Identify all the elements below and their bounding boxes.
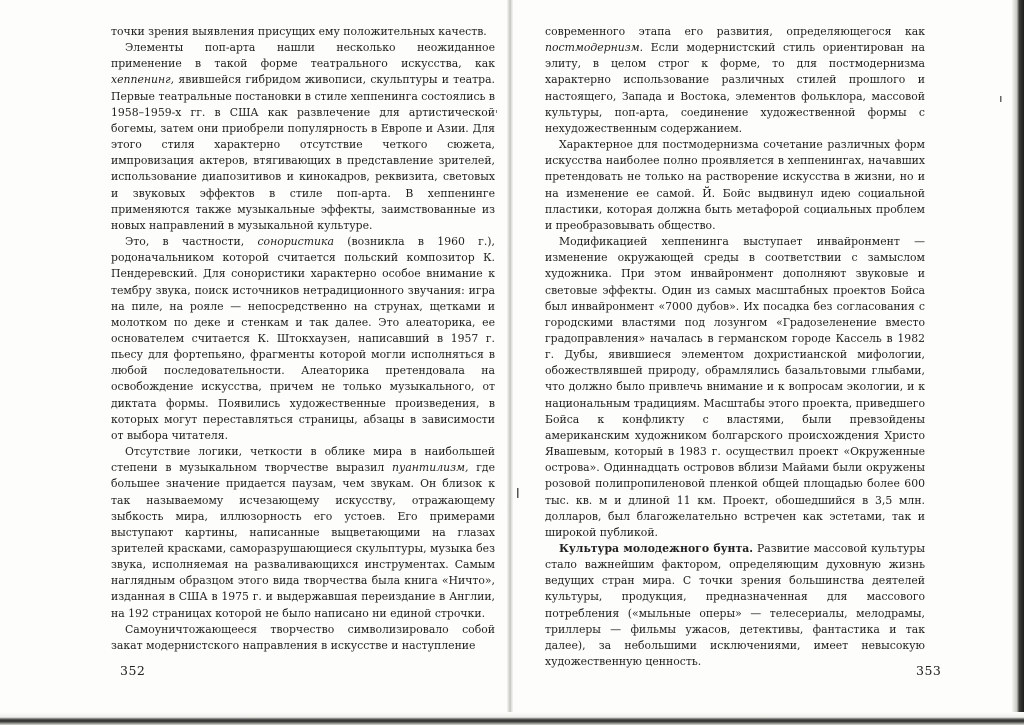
text-run: (возникла в 1960 г.), родоначальником которой считается польский композитор К. Пендеревский. Для сонористики характерно особое внимание к тембру звука, поиск источников нетрадиционного звучания: игра на пиле, на рояле — непосредственно на струнах, щетками и молотком по деке и стенкам и так далее. Это алеаторика, ее основателем считается К. Штокхаузен, написавший в 1957 г. пьесу для фортепьяно, фрагменты которой могли исполняться в любой последовательности. Алеаторика претендовала на освобождение искусства, причем не только музыкального, от диктата формы. Появились художественные произведения, в которых могут переставляться страницы, абзацы в зависимости от выбора читателя. [111,235,495,442]
term-happening: хеппенинг, [111,73,175,87]
paragraph [545,541,925,670]
term-sonoristics: сонористика [257,235,334,249]
page-edge-shadow [0,712,1024,725]
text-run: Если модернистский стиль ориентирован на элиту, в целом строг к форме, то для постмодернизма характерно использование различных стилей прошлого и настоящего, Запада и Востока, элементов фольклора, массовой культуры, поп-арта, соединение художественной формы с нехудожественным содержанием. [545,41,925,135]
right-page-text [545,24,925,670]
text-run: Характерное для постмодернизма сочетание различных форм искусства наиболее полно проявляется в хеппенингах, начавших претендовать не только на растворение искусства в жизни, но и на изменение ее самой. Й. Бойс выдвинул идею социальной пластики, которая должна быть метафорой социальных проблем и преобразовывать общество. [545,138,925,232]
text-run: Отсутствие логики, четкости в облике мира в наибольшей степени в музыкальном творчестве выразил [111,445,495,475]
text-run: Развитие массовой культуры стало важнейшим фактором, определяющим духовную жизнь ведущих стран мира. С точки зрения большинства деятелей культуры, продукция, предназначенная для массового потребления («мыльные оперы» — телесериалы, мелодрамы, триллеры — фильмы ужасов, детективы, фантастика и так далее), за небольшими исключениями, имеет невысокую художественную ценность. [545,542,925,669]
text-run: Модификацией хеппенинга выступает инвайронмент — изменение окружающей среды в соответствии с замыслом художника. При этом инвайронмент дополняют звуковые и световые эффекты. Один из самых масштабных проектов Бойса был инвайронмент «7000 дубов». Их посадка без согласования с городскими властями под лозунгом «Градозеленение вместо градоправления» началась в германском городе Кассель в 1982 г. Дубы, явившиеся элементом дохристианской мифологии, обожествлявшей природу, обрамлялись базальтовыми глыбами, что должно было привлечь внимание и к вопросам экологии, и к национальным традициям. Масштабы этого проекта, приведшего Бойса к конфликту с властями, были превзойдены американским художником болгарского происхождения Христо Явашевым, который в 1983 г. осуществил проект «Окруженные острова». Одиннадцать островов вблизи Майами были окружены розовой полипропиленовой пленкой общей площадью более 600 тыс. кв. м и длиной 11 км. Проект, обошедшийся в 3,5 млн. долларов, был благожелательно встречен как эстетами, так и широкой публикой. [545,235,925,539]
text-run: явившейся гибридом живописи, скульптуры и театра. Первые театральные постановки в стиле хеппенинга состоялись в 1958–1959-х гг. в США как развлечение для артистической богемы, затем они приобрели популярность в Европе и Азии. Для этого стиля характерно отсутствие четкого сюжета, импровизация актеров, втягивающих в представление зрителей, использование диапозитивов и кинокадров, реквизита, световых и звуковых эффектов в стиле поп-арта. В хеппенинге применяются также музыкальные эффекты, заимствованные из новых направлений в музыкальной культуре. [111,73,495,232]
text-run: Самоуничтожающееся творчество символизировало собой закат модернистского направления в искусстве и наступление [111,622,495,652]
term-postmodernism: постмодернизм. [545,41,644,55]
paragraph [111,234,495,444]
page-number: 353 [916,663,942,678]
left-page [0,0,508,725]
left-page-text [111,24,495,654]
paragraph [545,24,925,137]
right-page [512,0,1024,725]
paragraph [111,24,495,40]
paragraph [545,234,925,541]
text-run: Элементы поп-арта нашли несколько неожиданное применение в такой форме театрального искусства, как [111,41,495,71]
term-pointillism: пуантилизм, [392,461,469,475]
paragraph [111,444,495,622]
paragraph [111,40,495,234]
text-run: точки зрения выявления присущих ему положительных качеств. [111,25,487,38]
text-run: Это, в частности, [125,235,258,249]
page-edge-shadow [1012,0,1024,725]
text-run: современного этапа его развития, определяющегося как [545,25,925,38]
page-number: 352 [120,663,146,678]
section-heading: Культура молодежного бунта. [559,542,754,555]
paragraph [545,137,925,234]
text-run: где большее значение придается паузам, чем звукам. Он близок к так называемому исчезающему искусству, отражающему зыбкость мира, иллюзорность его устоев. Его примерами выступают картины, написанные выцветающими на глазах зрителей красками, саморазрушающиеся скульптуры, музыка без звука, исполняемая на разваливающихся инструментах. Самым наглядным образцом этого вида творчества была книга «Ничто», изданная в США в 1975 г. и выдержавшая переиздание в Англии, на 192 страницах которой не было написано ни единой строчки. [111,461,495,620]
paragraph [111,622,495,654]
